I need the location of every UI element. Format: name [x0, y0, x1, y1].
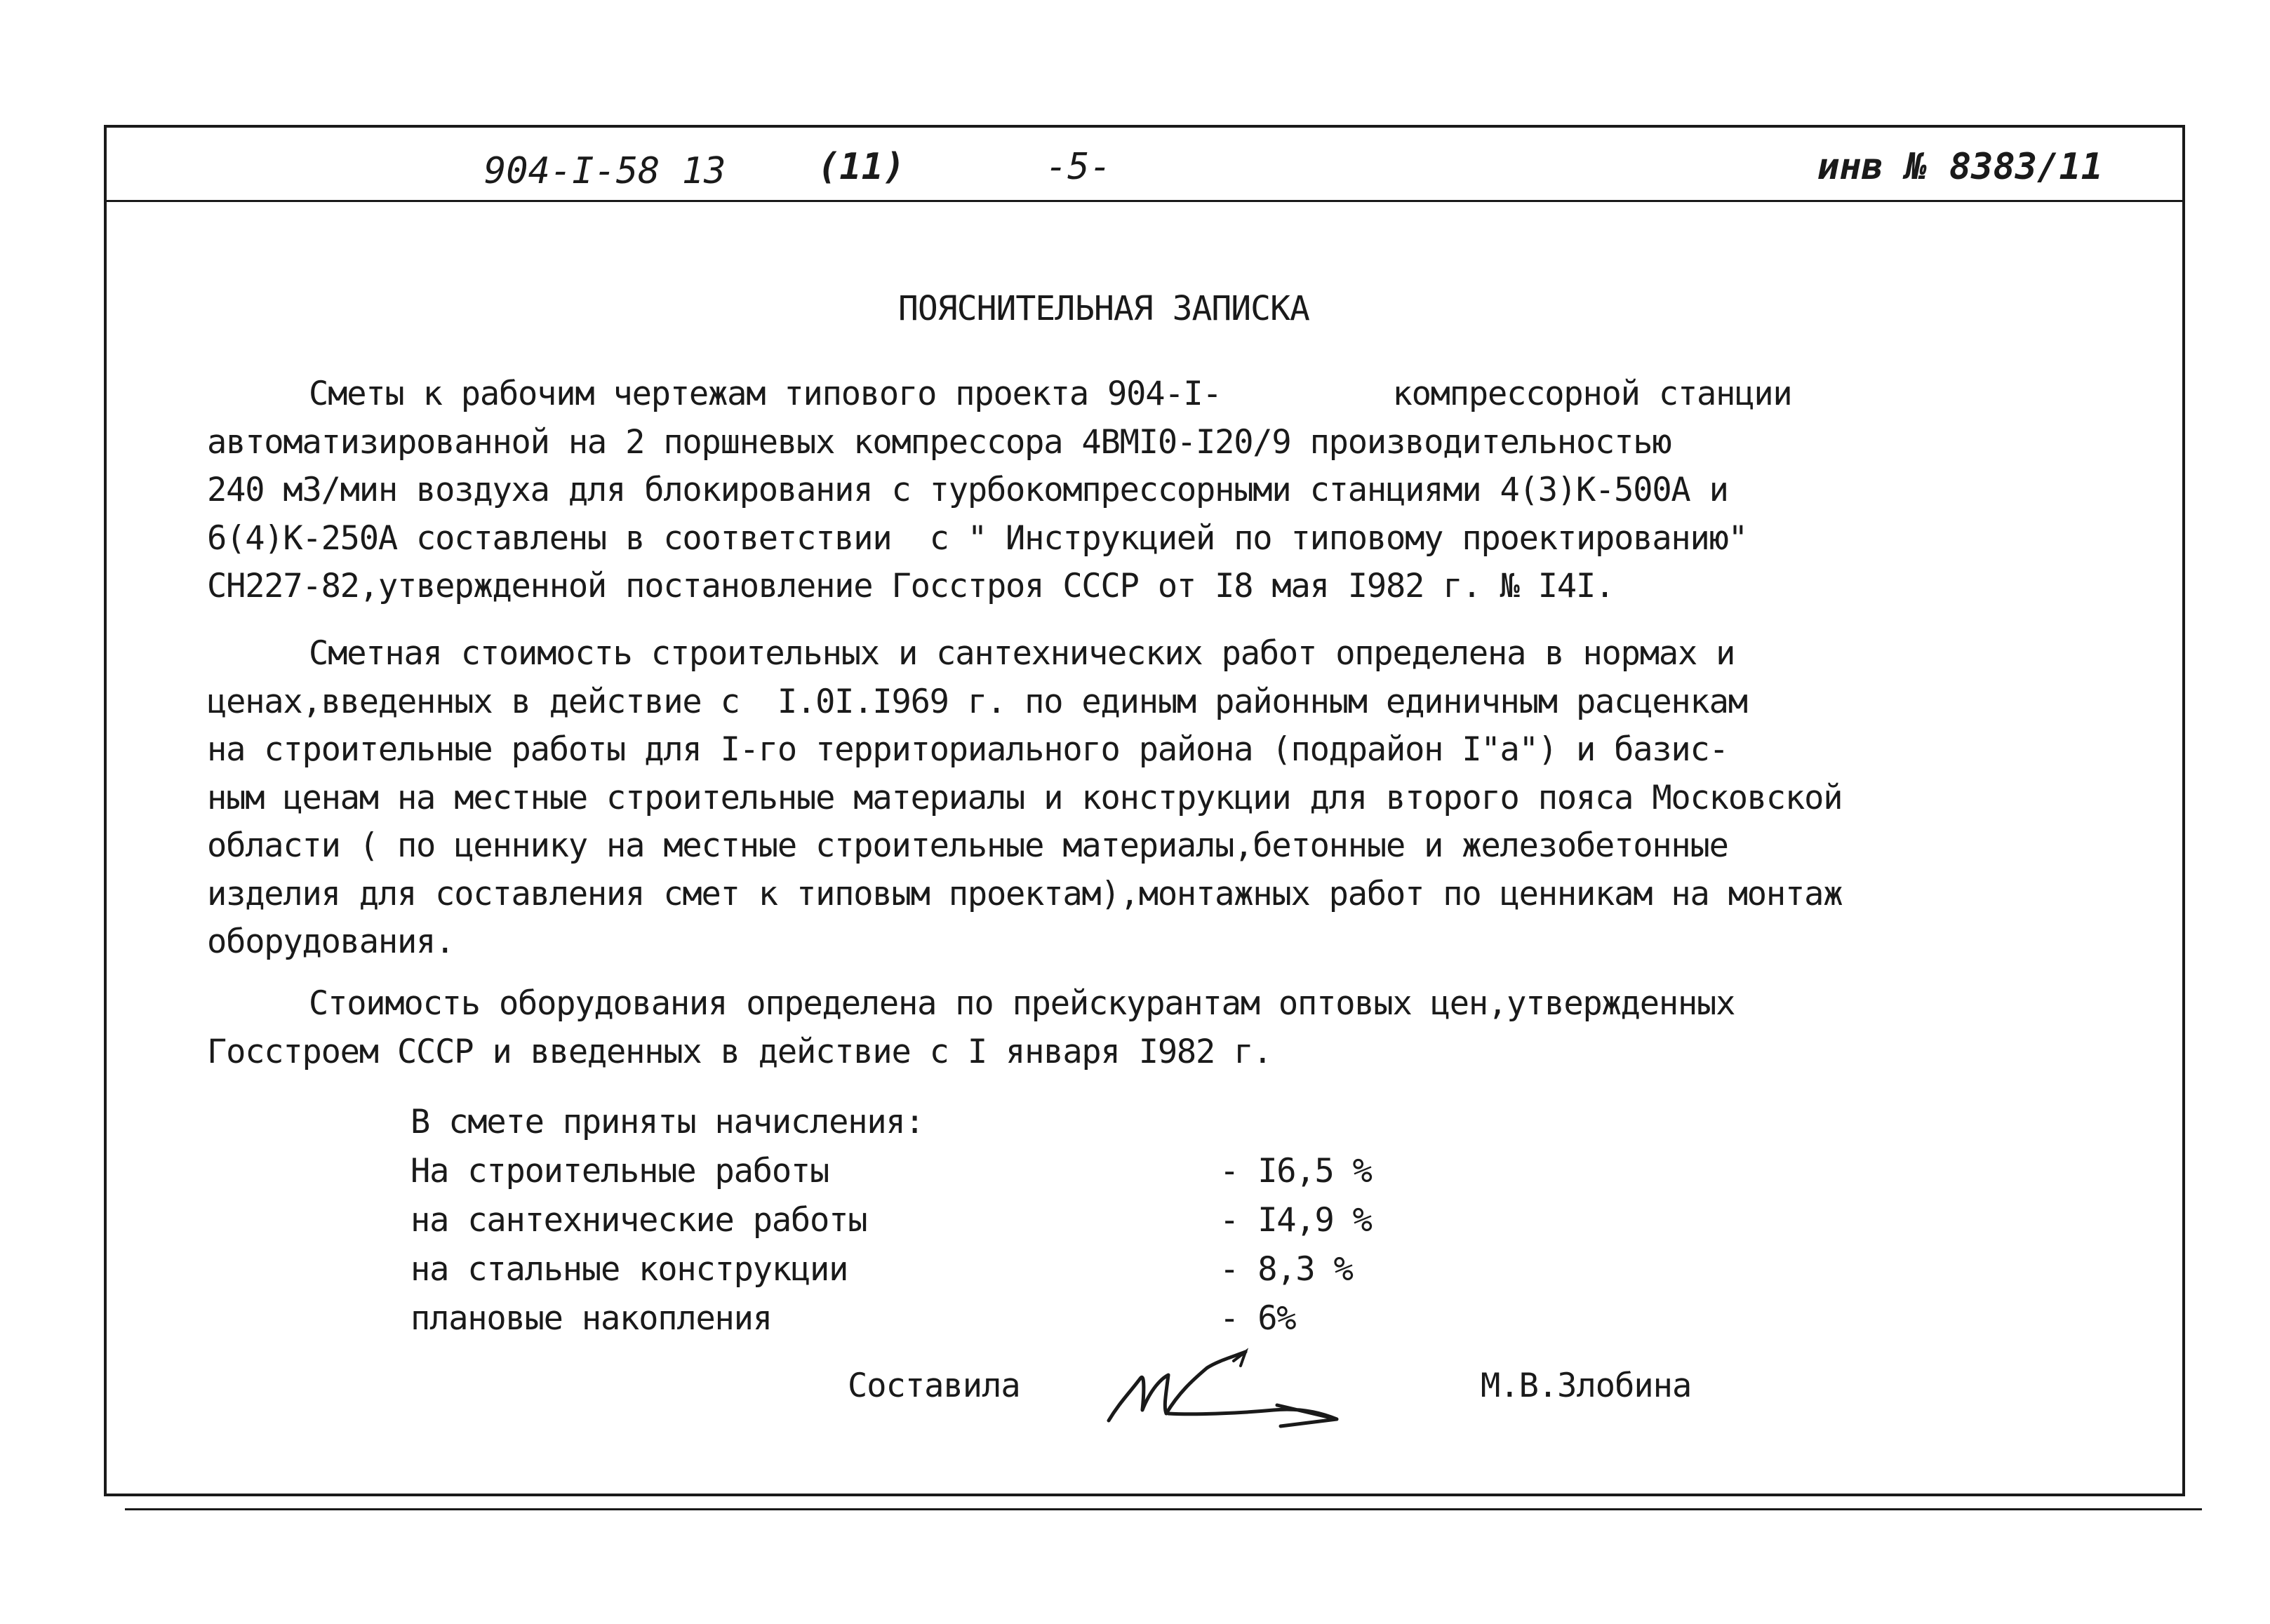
charge-label: На строительные работы	[410, 1152, 829, 1190]
handwritten-signature	[1102, 1336, 1340, 1435]
charge-value: - I4,9 %	[1220, 1201, 1372, 1240]
paragraph-line: оборудования.	[207, 922, 455, 961]
sheet-number: (11)	[817, 146, 906, 188]
paragraph-line: изделия для составления смет к типовым проектам),монтажных работ по ценникам на монтаж	[207, 874, 1843, 913]
page-number: -5-	[1046, 146, 1111, 188]
charge-row	[410, 1201, 1463, 1250]
paragraph-3	[207, 980, 1735, 1076]
charge-label: на стальные конструкции	[410, 1250, 848, 1289]
charge-label: плановые накопления	[410, 1299, 772, 1338]
paragraph-line: Сметы к рабочим чертежам типового проекта 904-I- компрессорной станции	[309, 375, 1792, 413]
paragraph-line: 240 м3/мин воздуха для блокирования с турбокомпрессорными станциями 4(3)К-500А и	[207, 471, 1728, 509]
paragraph-line: СН227-82,утвержденной постановление Госстроя СССР от I8 мая I982 г. № I4I.	[207, 567, 1615, 605]
charge-row	[410, 1250, 1463, 1299]
frame-bottom-rule	[125, 1508, 2202, 1510]
signer-name: М.В.Злобина	[1481, 1367, 1692, 1405]
page-title: ПОЯСНИТЕЛЬНАЯ ЗАПИСКА	[898, 289, 1309, 328]
paragraph-line: Стоимость оборудования определена по прейскурантам оптовых цен,утвержденных	[309, 984, 1735, 1023]
signature-label: Составила	[848, 1367, 1020, 1405]
paragraph-line: области ( по ценнику на местные строительные материалы,бетонные и железобетонные	[207, 826, 1728, 865]
charge-value: - 6%	[1220, 1299, 1296, 1338]
paragraph-line: ным ценам на местные строительные материалы и конструкции для второго пояса Московской	[207, 778, 1843, 817]
paragraph-line: Госстроем СССР и введенных в действие с I января I982 г.	[207, 1032, 1272, 1071]
inventory-number: инв № 8383/11	[1817, 146, 2103, 188]
paragraph-line: на строительные работы для I-го территориального района (подрайон I"а") и базис-	[207, 730, 1728, 769]
paragraph-2	[207, 630, 1843, 967]
doc-code: 904-I-58 13	[484, 150, 726, 192]
charge-label: на сантехнические работы	[410, 1201, 867, 1240]
paragraph-line: ценах,введенных в действие с I.0I.I969 г. по единым районным единичным расценкам	[207, 682, 1747, 721]
paragraph-line: Сметная стоимость строительных и сантехнических работ определена в нормах и	[309, 634, 1735, 673]
paragraph-line: автоматизированной на 2 поршневых компрессора 4ВМI0-I20/9 производительностью	[207, 422, 1671, 462]
paragraph-line: 6(4)К-250А составлены в соответствии с " Инструкцией по типовому проектированию"	[207, 518, 1747, 558]
charge-value: - 8,3 %	[1220, 1250, 1353, 1289]
charge-value: - I6,5 %	[1220, 1152, 1372, 1190]
charges-heading: В смете приняты начисления:	[410, 1103, 924, 1141]
paragraph-1	[207, 370, 1792, 611]
header-rule	[104, 200, 2185, 202]
charge-row	[410, 1152, 1463, 1201]
